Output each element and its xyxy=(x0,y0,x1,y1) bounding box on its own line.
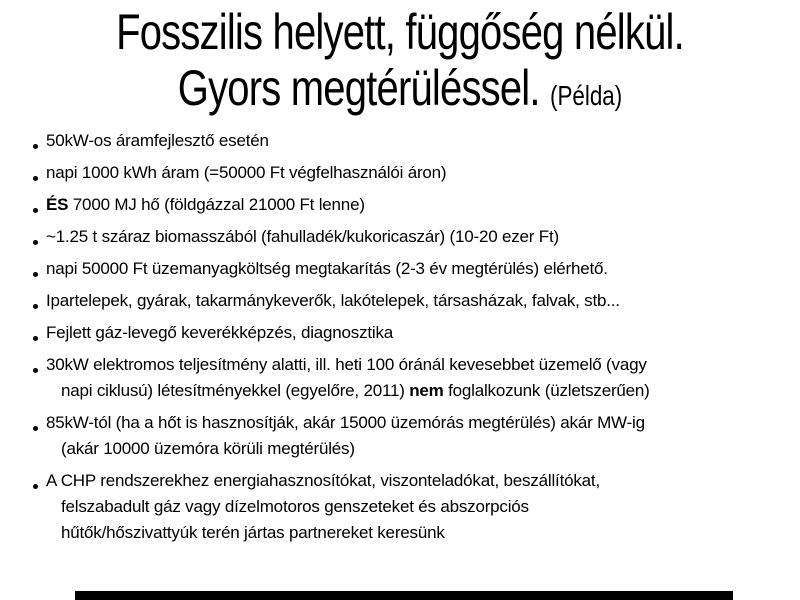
bullet-item xyxy=(0,320,800,346)
bullet-item xyxy=(0,288,800,314)
title-suffix: (Példa) xyxy=(550,80,623,111)
bullet-text-continuation: (akár 10000 üzemóra körüli megtérülés) xyxy=(61,439,355,458)
bullet-text: 30kW elektromos teljesítmény alatti, ill. heti 100 óránál kevesebbet üzemelő (vagy xyxy=(46,355,647,374)
bullet-text: 50kW-os áramfejlesztő esetén xyxy=(46,131,269,150)
bullet-text-continuation: felszabadult gáz vagy dízelmotoros genszeteket és abszorpciós xyxy=(61,497,529,516)
bullet-icon xyxy=(33,484,38,489)
title-line-2-wrap xyxy=(80,60,720,124)
title-line-2: Gyors megtérüléssel. xyxy=(177,60,540,116)
bullet-text-continuation: hűtők/hőszivattyúk terén jártas partnereket keresünk xyxy=(61,523,445,542)
bullet-list xyxy=(0,128,800,552)
bullet-item xyxy=(0,352,800,404)
bullet-icon xyxy=(33,272,38,277)
bullet-item xyxy=(0,192,800,218)
bullet-text: ~1.25 t száraz biomasszából (fahulladék/kukoricaszár) (10-20 ezer Ft) xyxy=(46,227,559,246)
bullet-item xyxy=(0,256,800,282)
bullet-text: napi 1000 kWh áram (=50000 Ft végfelhasználói áron) xyxy=(46,163,447,182)
bullet-item xyxy=(0,160,800,186)
bullet-text: ÉS 7000 MJ hő (földgázzal 21000 Ft lenne) xyxy=(46,195,365,214)
bullet-item xyxy=(0,224,800,250)
bullet-item xyxy=(0,468,800,546)
bullet-text: 85kW-tól (ha a hőt is hasznosítják, akár 15000 üzemórás megtérülés) akár MW-ig xyxy=(46,413,645,432)
bullet-icon xyxy=(33,336,38,341)
bullet-item xyxy=(0,410,800,462)
bottom-bar xyxy=(75,591,733,600)
bullet-icon xyxy=(33,176,38,181)
bullet-icon xyxy=(33,368,38,373)
bullet-icon xyxy=(33,304,38,309)
bullet-icon xyxy=(33,144,38,149)
bullet-text-continuation: napi ciklusú) létesítményekkel (egyelőre, 2011) nem foglalkozunk (üzletszerűen) xyxy=(61,381,650,400)
bullet-text: Ipartelepek, gyárak, takarmánykeverők, lakótelepek, társasházak, falvak, stb... xyxy=(46,291,620,310)
page-title xyxy=(0,4,800,124)
title-line-1: Fosszilis helyett, függőség nélkül. xyxy=(116,4,684,60)
bullet-text: napi 50000 Ft üzemanyagköltség megtakarítás (2-3 év megtérülés) elérhető. xyxy=(46,259,608,278)
bullet-text: Fejlett gáz-levegő keverékképzés, diagnosztika xyxy=(46,323,394,342)
bullet-icon xyxy=(33,426,38,431)
bullet-item xyxy=(0,128,800,154)
bullet-icon xyxy=(33,240,38,245)
bullet-icon xyxy=(33,208,38,213)
bullet-text: A CHP rendszerekhez energiahasznosítókat, viszonteladókat, beszállítókat, xyxy=(46,471,600,490)
